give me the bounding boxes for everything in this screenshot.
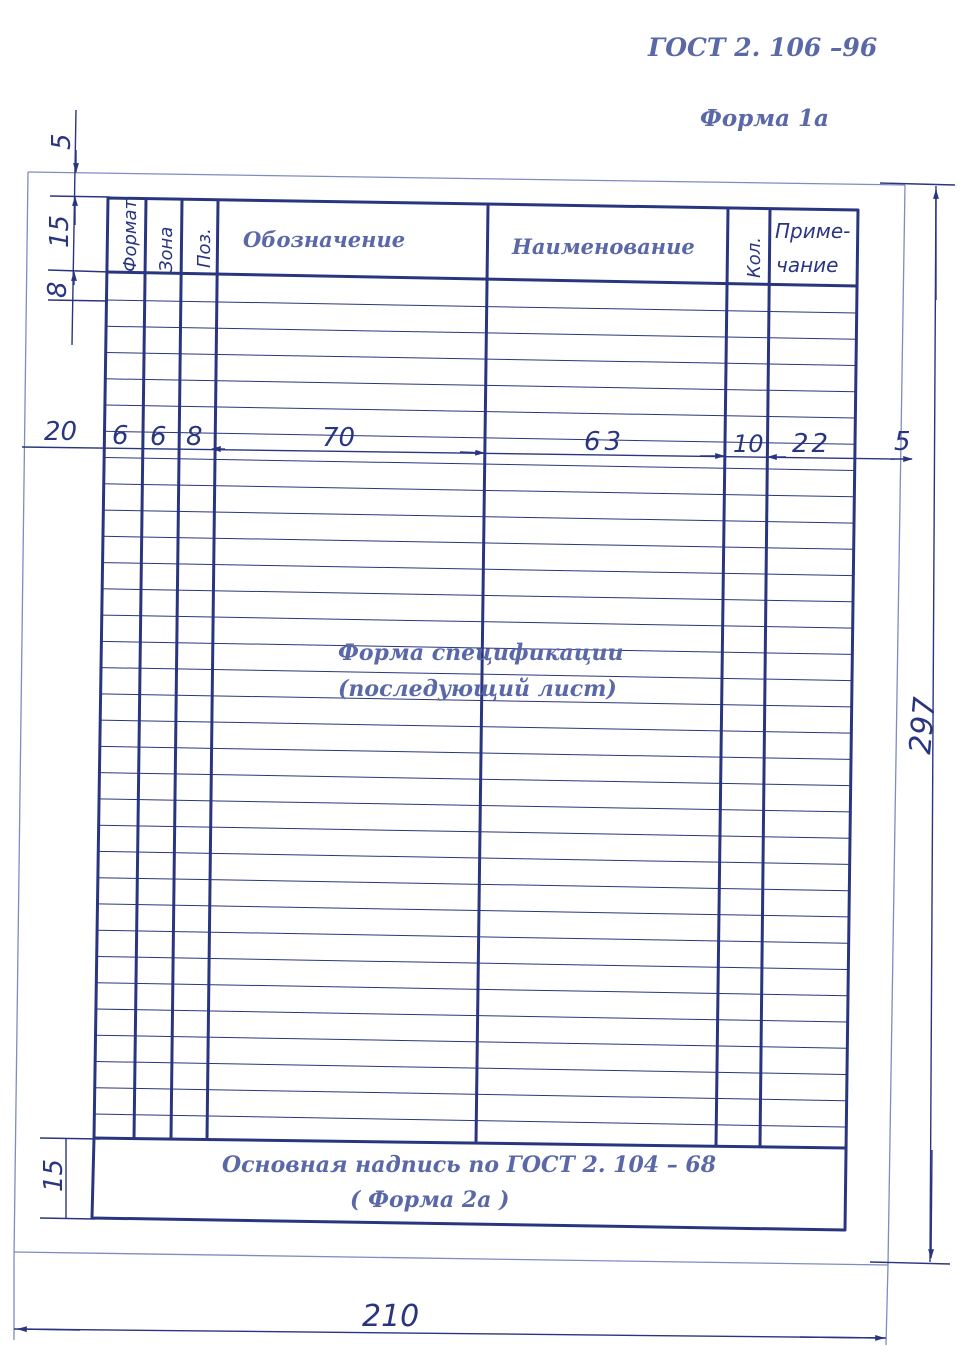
form-label: Форма 1а: [700, 105, 829, 132]
dim-top-margin: 5: [47, 133, 77, 150]
column-header-pos: Поз.: [194, 228, 215, 268]
table-row-line: [105, 405, 856, 418]
title-block-line2: ( Форма 2а ): [350, 1187, 510, 1213]
dim-col-zone: 6: [150, 422, 167, 452]
dim-col-format: 6: [112, 421, 129, 451]
dim-col-note: 22: [792, 429, 832, 459]
column-header-note-line1: Приме-: [775, 219, 851, 243]
table-row-line: [106, 326, 857, 339]
table-row-line: [105, 379, 856, 392]
dim-sheet-height: 297: [903, 695, 943, 756]
dim-title-block-height: 15: [39, 1158, 69, 1192]
column-header-designation: Обозначение: [243, 227, 406, 252]
column-header-name: Наименование: [512, 234, 695, 259]
dim-col-designation: 70: [322, 423, 356, 453]
dim-right-margin: 5: [894, 427, 911, 457]
table-frame: [92, 198, 858, 1230]
form-caption-line2: (последующий лист): [338, 676, 617, 702]
dim-col-pos: 8: [186, 422, 203, 452]
table-row-line: [106, 300, 857, 313]
dim-row-height: 8: [43, 281, 73, 298]
column-header-zone: Зона: [156, 226, 177, 272]
table-row-line: [105, 353, 856, 366]
title-block-line1: Основная надпись по ГОСТ 2. 104 – 68: [222, 1152, 717, 1178]
standard-label: ГОСТ 2. 106 –96: [648, 33, 878, 62]
dim-header-height: 15: [45, 214, 75, 248]
column-header-note-line2: чание: [776, 253, 839, 277]
dim-left-margin: 20: [44, 417, 78, 447]
dim-col-qty: 10: [733, 430, 764, 458]
dim-col-name: 63: [584, 427, 626, 457]
column-header-qty: Кол.: [744, 236, 765, 278]
column-header-format: Формат: [120, 198, 141, 272]
form-caption-line1: Форма спецификации: [338, 640, 624, 666]
dim-sheet-width: 210: [362, 1299, 420, 1334]
